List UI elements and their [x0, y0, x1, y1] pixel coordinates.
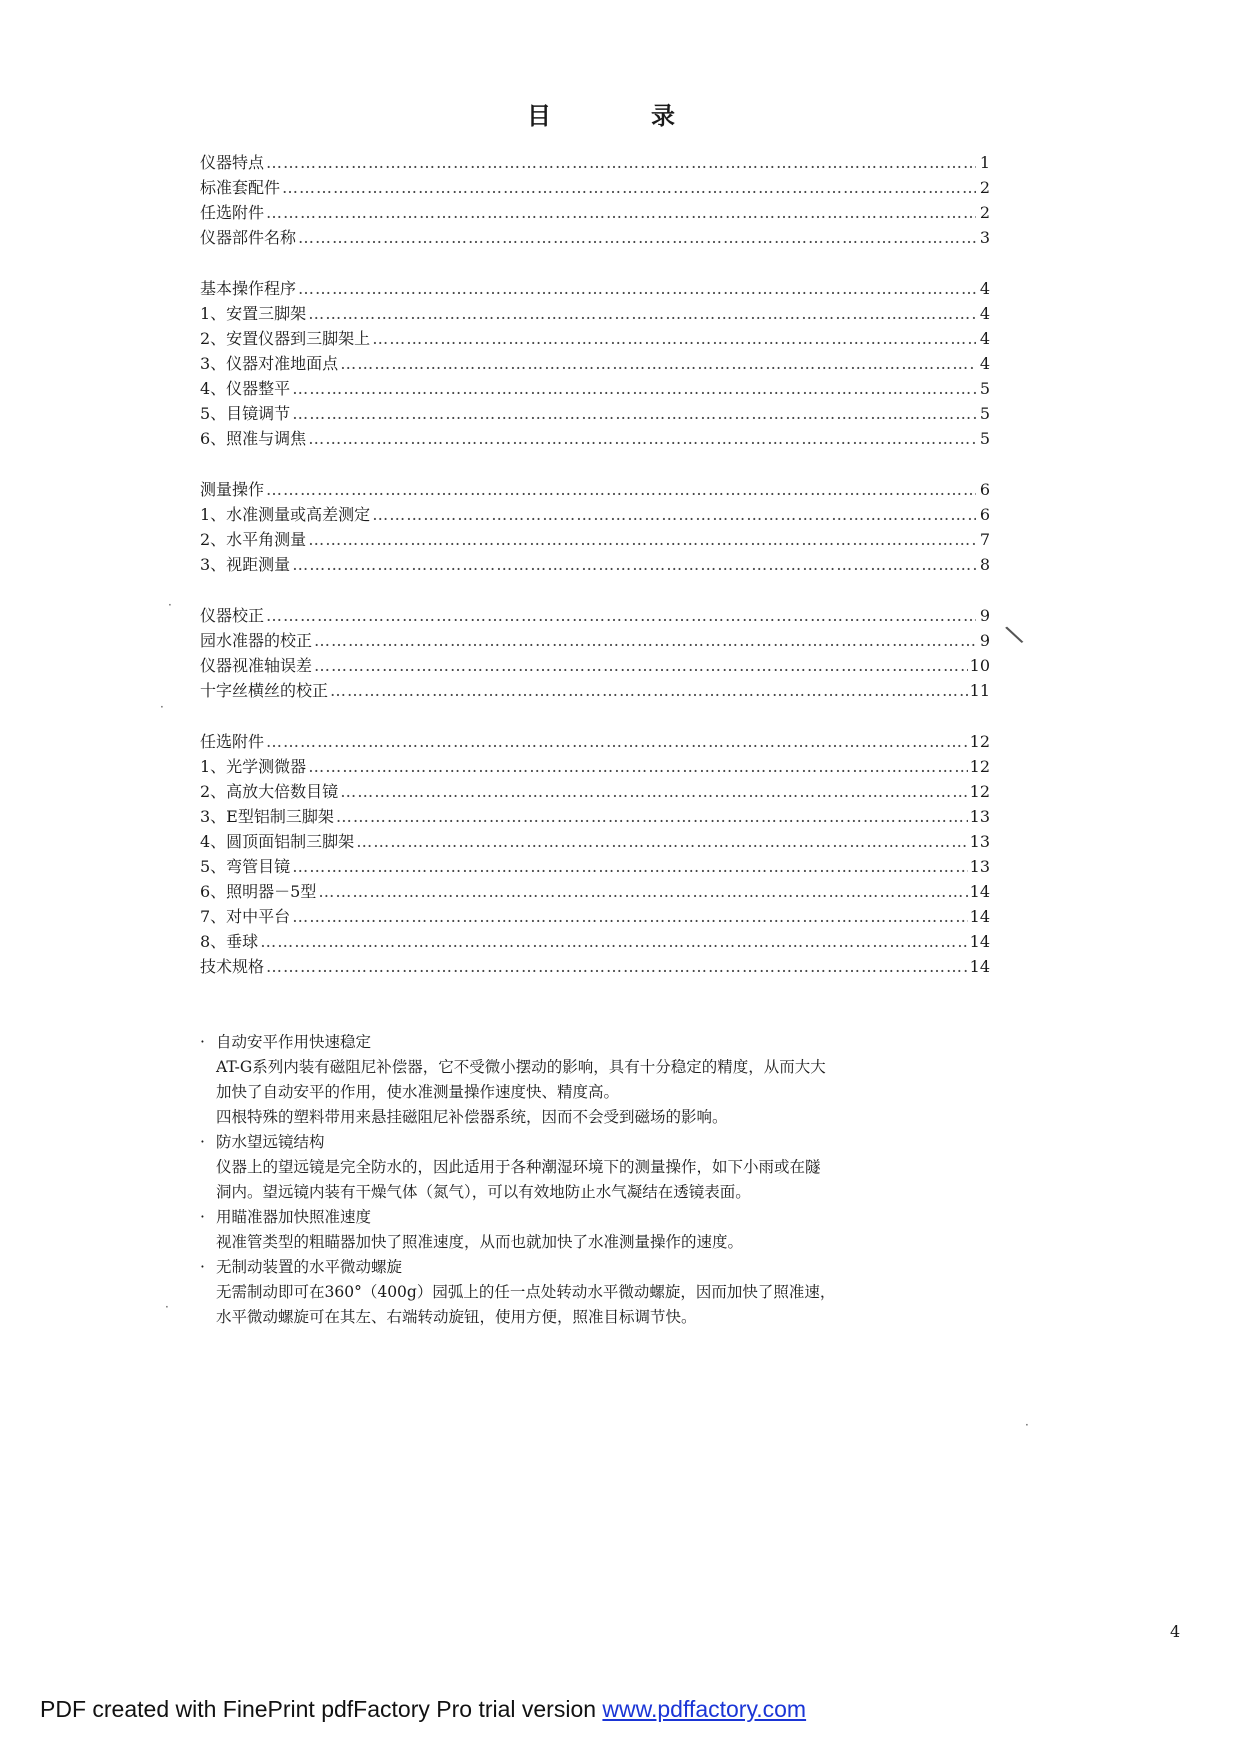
toc-entry[interactable] — [200, 879, 990, 904]
toc-entry-page: 12 — [969, 757, 990, 776]
toc-entry-label: 1、光学测微器 — [200, 757, 307, 776]
toc-entry-label: 1、安置三脚架 — [200, 304, 307, 323]
toc-entry[interactable] — [200, 653, 990, 678]
feature-text-line: 视准管类型的粗瞄器加快了照准速度，从而也就加快了水准测量操作的速度。 — [216, 1233, 744, 1251]
toc-entry-label: 5、目镜调节 — [200, 404, 291, 423]
toc-entry[interactable] — [200, 200, 990, 225]
toc-entry[interactable] — [200, 276, 990, 301]
toc-entry-page: 12 — [969, 732, 990, 751]
toc-entry-page: 5 — [979, 379, 990, 398]
toc-entry[interactable] — [200, 754, 990, 779]
toc-entry[interactable] — [200, 175, 990, 200]
toc-entry-label: 3、E型铝制三脚架 — [200, 807, 334, 826]
toc-section — [200, 150, 990, 250]
toc-entry[interactable] — [200, 426, 990, 451]
toc-entry-label: 仪器校正 — [200, 606, 265, 625]
dot-leader — [372, 502, 976, 527]
toc-entry-page: 4 — [979, 354, 990, 373]
toc-entry-page: 8 — [979, 555, 990, 574]
dot-leader — [282, 175, 976, 200]
toc-entry-label: 5、弯管目镜 — [200, 857, 291, 876]
toc-entry-page: 7 — [979, 530, 990, 549]
toc-entry[interactable] — [200, 603, 990, 628]
toc-entry-page: 13 — [969, 857, 990, 876]
toc-entry-page: 1 — [979, 153, 990, 172]
toc-entry-label: 4、仪器整平 — [200, 379, 291, 398]
dot-leader — [292, 904, 967, 929]
toc-entry-page: 13 — [969, 807, 990, 826]
toc-entry-page: 14 — [969, 932, 990, 951]
toc-entry-label: 十字丝横丝的校正 — [200, 681, 329, 700]
toc-section — [200, 729, 990, 979]
dot-leader — [336, 804, 968, 829]
scan-speck: · — [160, 700, 164, 714]
dot-leader — [308, 426, 976, 451]
toc-entry-page: 6 — [979, 480, 990, 499]
dot-leader — [266, 603, 976, 628]
scan-speck: · — [168, 598, 172, 612]
toc-entry-label: 6、照准与调焦 — [200, 429, 307, 448]
toc-entry[interactable] — [200, 729, 990, 754]
feature-text-line: 四根特殊的塑料带用来悬挂磁阻尼补偿器系统，因而不会受到磁场的影响。 — [216, 1108, 728, 1126]
toc-entry[interactable] — [200, 326, 990, 351]
toc-entry-page: 5 — [979, 429, 990, 448]
toc-entry[interactable] — [200, 502, 990, 527]
toc-entry-page: 4 — [979, 304, 990, 323]
dot-leader — [340, 779, 967, 804]
dot-leader — [308, 754, 967, 779]
toc-entry-label: 基本操作程序 — [200, 279, 297, 298]
toc-entry[interactable] — [200, 477, 990, 502]
toc-entry-page: 9 — [979, 631, 990, 650]
toc-entry-page: 9 — [979, 606, 990, 625]
dot-leader — [298, 276, 976, 301]
dot-leader — [266, 954, 968, 979]
footer-text: PDF created with FinePrint pdfFactory Pro trial version — [40, 1696, 603, 1722]
toc-entry-page: 13 — [969, 832, 990, 851]
dot-leader — [266, 200, 976, 225]
feature-text-line: 加快了自动安平的作用，使水准测量操作速度快、精度高。 — [216, 1083, 620, 1101]
page-title: 目 录 — [527, 102, 713, 130]
dot-leader — [314, 628, 976, 653]
toc-entry[interactable] — [200, 954, 990, 979]
feature-notes — [206, 1030, 996, 1330]
toc-entry[interactable] — [200, 225, 990, 250]
toc-entry-label: 测量操作 — [200, 480, 265, 499]
scan-speck: · — [1025, 1418, 1029, 1432]
toc-entry-label: 8、垂球 — [200, 932, 259, 951]
toc-section — [200, 276, 990, 451]
dot-leader — [298, 225, 976, 250]
feature-heading: · 无制动装置的水平微动螺旋 — [206, 1255, 996, 1280]
feature-heading: · 用瞄准器加快照准速度 — [206, 1205, 996, 1230]
table-of-contents — [200, 150, 990, 1005]
toc-entry[interactable] — [200, 854, 990, 879]
page-number: 4 — [1170, 1622, 1181, 1641]
dot-leader — [292, 401, 976, 426]
toc-section — [200, 477, 990, 577]
dot-leader — [330, 678, 968, 703]
feature-text-line: 仪器上的望远镜是完全防水的，因此适用于各种潮湿环境下的测量操作，如下小雨或在隧 — [216, 1158, 821, 1176]
dot-leader — [356, 829, 967, 854]
toc-entry-label: 6、照明器－5型 — [200, 882, 317, 901]
toc-entry[interactable] — [200, 904, 990, 929]
dot-leader — [308, 527, 976, 552]
toc-entry-page: 14 — [969, 957, 990, 976]
pdf-footer — [40, 1696, 806, 1723]
dot-leader — [266, 729, 968, 754]
toc-entry[interactable] — [200, 351, 990, 376]
toc-entry-label: 2、高放大倍数目镜 — [200, 782, 339, 801]
feature-heading: · 自动安平作用快速稳定 — [206, 1030, 996, 1055]
toc-entry-label: 任选附件 — [200, 732, 265, 751]
toc-entry-label: 4、圆顶面铝制三脚架 — [200, 832, 355, 851]
dot-leader — [266, 150, 976, 175]
dot-leader — [292, 376, 976, 401]
scan-speck: · — [165, 1300, 169, 1314]
toc-entry-label: 标准套配件 — [200, 178, 281, 197]
toc-entry-label: 3、视距测量 — [200, 555, 291, 574]
scan-mark: \ — [1003, 619, 1026, 651]
footer-link[interactable]: www.pdffactory.com — [602, 1696, 807, 1722]
dot-leader — [292, 552, 976, 577]
feature-text-line: 水平微动螺旋可在其左、右端转动旋钮，使用方便，照准目标调节快。 — [216, 1308, 697, 1326]
feature-text-line: 无需制动即可在360°（400g）园弧上的任一点处转动水平微动螺旋，因而加快了照准速， — [216, 1283, 836, 1301]
toc-entry-page: 2 — [979, 203, 990, 222]
dot-leader — [260, 929, 967, 954]
toc-entry[interactable] — [200, 678, 990, 703]
toc-entry-label: 1、水准测量或高差测定 — [200, 505, 371, 524]
toc-entry-label: 7、对中平台 — [200, 907, 291, 926]
toc-entry[interactable] — [200, 401, 990, 426]
toc-entry[interactable] — [200, 779, 990, 804]
feature-text-line: 洞内。望远镜内装有干燥气体（氮气），可以有效地防止水气凝结在透镜表面。 — [216, 1183, 751, 1201]
toc-entry-page: 3 — [979, 228, 990, 247]
toc-entry[interactable] — [200, 552, 990, 577]
toc-entry-page: 5 — [979, 404, 990, 423]
toc-entry-page: 4 — [979, 329, 990, 348]
toc-entry[interactable] — [200, 150, 990, 175]
feature-heading: · 防水望远镜结构 — [206, 1130, 996, 1155]
toc-entry-page: 2 — [979, 178, 990, 197]
toc-entry[interactable] — [200, 527, 990, 552]
toc-entry-label: 仪器部件名称 — [200, 228, 297, 247]
toc-entry-page: 6 — [979, 505, 990, 524]
toc-entry-label: 3、仪器对准地面点 — [200, 354, 339, 373]
toc-entry-page: 10 — [969, 656, 990, 675]
toc-entry[interactable] — [200, 829, 990, 854]
dot-leader — [266, 477, 976, 502]
toc-entry-page: 4 — [979, 279, 990, 298]
dot-leader — [318, 879, 967, 904]
dot-leader — [314, 653, 968, 678]
dot-leader — [372, 326, 976, 351]
toc-entry-label: 任选附件 — [200, 203, 265, 222]
dot-leader — [340, 351, 976, 376]
toc-entry[interactable] — [200, 301, 990, 326]
toc-entry-page: 14 — [969, 907, 990, 926]
dot-leader — [292, 854, 967, 879]
toc-entry-page: 11 — [969, 681, 990, 700]
toc-entry[interactable] — [200, 804, 990, 829]
toc-entry-label: 技术规格 — [200, 957, 265, 976]
toc-entry-page: 14 — [969, 882, 990, 901]
toc-entry-label: 仪器特点 — [200, 153, 265, 172]
toc-entry[interactable] — [200, 628, 990, 653]
toc-entry[interactable] — [200, 929, 990, 954]
feature-text-line: AT-G系列内装有磁阻尼补偿器，它不受微小摆动的影响，具有十分稳定的精度，从而大大 — [216, 1058, 826, 1076]
toc-entry-label: 园水准器的校正 — [200, 631, 313, 650]
toc-entry-label: 2、安置仪器到三脚架上 — [200, 329, 371, 348]
toc-section — [200, 603, 990, 703]
toc-entry-label: 2、水平角测量 — [200, 530, 307, 549]
toc-entry[interactable] — [200, 376, 990, 401]
dot-leader — [308, 301, 976, 326]
toc-entry-page: 12 — [969, 782, 990, 801]
toc-entry-label: 仪器视准轴误差 — [200, 656, 313, 675]
